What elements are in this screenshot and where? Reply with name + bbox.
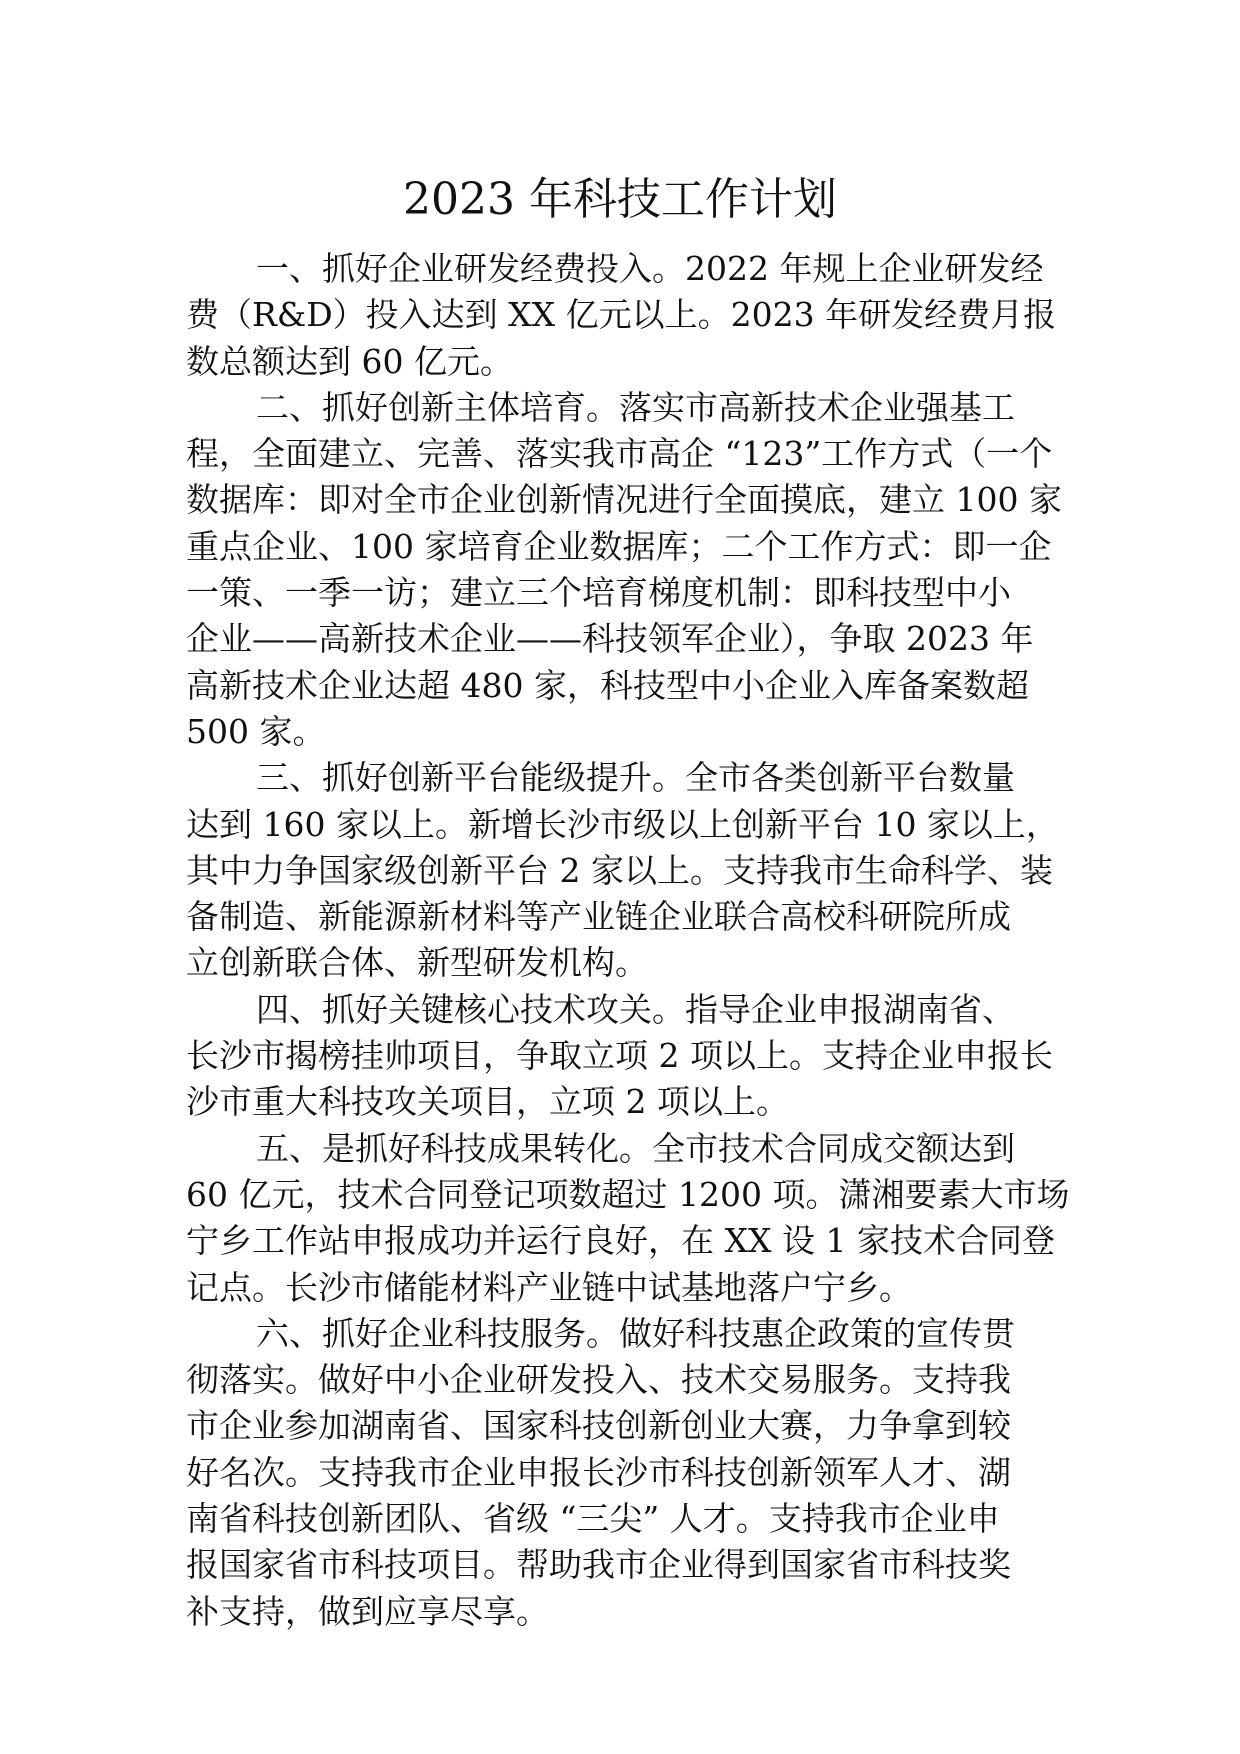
paragraph-3-line: 达到 160 家以上。新增长沙市级以上创新平台 10 家以上， [186, 804, 1059, 844]
paragraph-6-line: 好名次。支持我市企业申报长沙市科技创新领军人才、湖 [186, 1452, 1011, 1492]
paragraph-5-line: 60 亿元，技术合同登记项数超过 1200 项。潇湘要素大市场 [186, 1174, 1070, 1214]
paragraph-2-line: 重点企业、100 家培育企业数据库；二个工作方式：即一企 [186, 526, 1052, 566]
paragraph-3-line: 立创新联合体、新型研发机构。 [186, 943, 648, 983]
document-body [186, 246, 1070, 1635]
paragraph-2-line: 企业——高新技术企业——科技领军企业），争取 2023 年 [186, 619, 1034, 659]
paragraph-2-line: 数据库：即对全市企业创新情况进行全面摸底，建立 100 家 [186, 480, 1062, 520]
document-title: 2023 年科技工作计划 [403, 174, 837, 225]
paragraph-2-line: 一策、一季一访；建立三个培育梯度机制：即科技型中小 [186, 573, 1011, 613]
paragraph-1-line: 费（R&D）投入达到 XX 亿元以上。2023 年研发经费月报 [186, 295, 1057, 335]
paragraph-6-line: 市企业参加湖南省、国家科技创新创业大赛，力争拿到较 [186, 1406, 1011, 1446]
paragraph-2-line: 程，全面建立、完善、落实我市高企 “123”工作方式（一个 [186, 434, 1053, 474]
paragraph-6-line: 彻落实。做好中小企业研发投入、技术交易服务。支持我 [186, 1360, 1011, 1400]
paragraph-5-line: 五、是抓好科技成果转化。全市技术合同成交额达到 [256, 1128, 1015, 1168]
paragraph-4-line: 长沙市揭榜挂帅项目，争取立项 2 项以上。支持企业申报长 [186, 1036, 1053, 1076]
paragraph-6-line: 六、抓好企业科技服务。做好科技惠企政策的宣传贯 [256, 1313, 1015, 1353]
paragraph-4-line: 沙市重大科技攻关项目，立项 2 项以上。 [186, 1082, 789, 1122]
paragraph-5-line: 宁乡工作站申报成功并运行良好，在 XX 设 1 家技术合同登 [186, 1221, 1055, 1261]
paragraph-2-line: 二、抓好创新主体培育。落实市高新技术企业强基工 [256, 387, 1015, 427]
paragraph-3-line: 其中力争国家级创新平台 2 家以上。支持我市生命科学、装 [186, 850, 1053, 890]
paragraph-2-line: 高新技术企业达超 480 家，科技型中小企业入库备案数超 [186, 665, 1029, 705]
paragraph-4-line: 四、抓好关键核心技术攻关。指导企业申报湖南省、 [256, 989, 1015, 1029]
paragraph-3-line: 备制造、新能源新材料等产业链企业联合高校科研院所成 [186, 897, 1011, 937]
paragraph-6-line: 南省科技创新团队、省级 “三尖” 人才。支持我市企业申 [186, 1499, 1000, 1539]
paragraph-5-line: 记点。长沙市储能材料产业链中试基地落户宁乡。 [186, 1267, 912, 1307]
paragraph-6-line: 补支持，做到应享尽享。 [186, 1591, 549, 1631]
paragraph-2-line: 500 家。 [186, 711, 326, 751]
paragraph-3-line: 三、抓好创新平台能级提升。全市各类创新平台数量 [256, 758, 1015, 798]
paragraph-1-line: 数总额达到 60 亿元。 [186, 341, 513, 381]
paragraph-1-line: 一、抓好企业研发经费投入。2022 年规上企业研发经 [256, 249, 1044, 288]
paragraph-6-line: 报国家省市科技项目。帮助我市企业得到国家省市科技奖 [186, 1545, 1011, 1585]
